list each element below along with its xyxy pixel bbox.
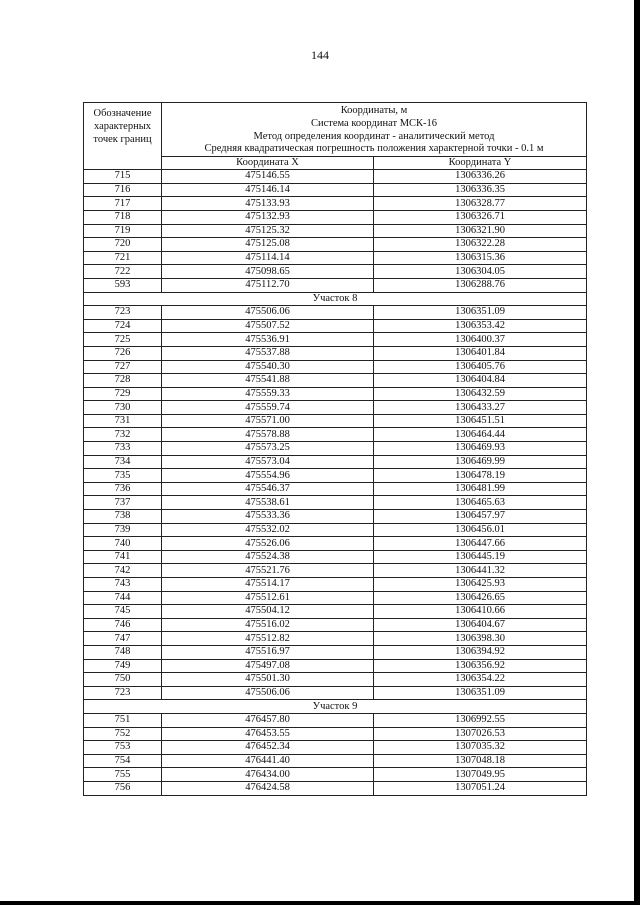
point-id-cell: 732 xyxy=(84,428,162,442)
coordinate-y-cell: 1306400.37 xyxy=(374,333,587,347)
coordinate-y-cell: 1306304.05 xyxy=(374,265,587,279)
coordinate-x-cell: 476434.00 xyxy=(162,768,374,782)
table-row xyxy=(84,428,587,442)
coordinate-y-cell: 1307051.24 xyxy=(374,781,587,795)
point-id-cell: 738 xyxy=(84,510,162,524)
coordinate-x-cell: 475516.97 xyxy=(162,645,374,659)
coordinate-y-cell: 1306351.09 xyxy=(374,306,587,320)
coordinate-y-cell: 1306326.71 xyxy=(374,210,587,224)
coordinate-y-cell: 1307026.53 xyxy=(374,727,587,741)
coordinates-table-body xyxy=(84,103,587,796)
coordinate-x-cell: 475540.30 xyxy=(162,360,374,374)
coordinate-y-cell: 1306398.30 xyxy=(374,632,587,646)
point-id-cell: 727 xyxy=(84,360,162,374)
page-number: 144 xyxy=(311,48,329,62)
table-row xyxy=(84,306,587,320)
coordinate-x-cell: 475512.82 xyxy=(162,632,374,646)
point-id-cell: 723 xyxy=(84,686,162,700)
table-row xyxy=(84,183,587,197)
coordinate-y-cell: 1306336.35 xyxy=(374,183,587,197)
section-title: Участок 9 xyxy=(84,700,587,714)
table-row xyxy=(84,754,587,768)
point-id-cell: 749 xyxy=(84,659,162,673)
point-id-cell: 755 xyxy=(84,768,162,782)
point-id-cell: 720 xyxy=(84,238,162,252)
point-id-cell: 752 xyxy=(84,727,162,741)
coordinate-x-cell: 475516.02 xyxy=(162,618,374,632)
table-row xyxy=(84,537,587,551)
coordinate-y-cell: 1306441.32 xyxy=(374,564,587,578)
coordinate-x-cell: 475125.08 xyxy=(162,238,374,252)
coordinate-y-cell: 1307048.18 xyxy=(374,754,587,768)
table-row xyxy=(84,319,587,333)
coordinate-x-cell: 475578.88 xyxy=(162,428,374,442)
coordinate-y-cell: 1306394.92 xyxy=(374,645,587,659)
point-id-cell: 750 xyxy=(84,673,162,687)
point-id-cell: 745 xyxy=(84,605,162,619)
coordinate-y-cell: 1307035.32 xyxy=(374,741,587,755)
point-id-cell: 733 xyxy=(84,442,162,456)
coordinate-x-cell: 476441.40 xyxy=(162,754,374,768)
table-row xyxy=(84,346,587,360)
point-id-cell: 740 xyxy=(84,537,162,551)
point-id-cell: 731 xyxy=(84,414,162,428)
point-id-cell: 721 xyxy=(84,251,162,265)
method-line: Метод определения координат - аналитический метод xyxy=(253,130,495,142)
coordinate-x-cell: 475112.70 xyxy=(162,278,374,292)
point-id-cell: 593 xyxy=(84,278,162,292)
point-id-cell: 737 xyxy=(84,496,162,510)
coordinate-y-cell: 1306404.67 xyxy=(374,618,587,632)
coordinate-y-cell: 1306401.84 xyxy=(374,346,587,360)
coordinate-y-cell: 1306478.19 xyxy=(374,469,587,483)
scan-edge-bottom xyxy=(0,901,640,905)
coordinate-y-cell: 1307049.95 xyxy=(374,768,587,782)
table-row xyxy=(84,632,587,646)
table-row xyxy=(84,482,587,496)
table-row xyxy=(84,673,587,687)
coordinate-x-cell: 475125.32 xyxy=(162,224,374,238)
coordinate-x-cell: 476453.55 xyxy=(162,727,374,741)
point-id-cell: 754 xyxy=(84,754,162,768)
coordinate-y-cell: 1306404.84 xyxy=(374,374,587,388)
coordinate-y-cell: 1306410.66 xyxy=(374,605,587,619)
coordinate-x-cell: 475559.74 xyxy=(162,401,374,415)
point-id-cell: 756 xyxy=(84,781,162,795)
coordinate-x-cell: 475521.76 xyxy=(162,564,374,578)
coordinate-x-cell: 475541.88 xyxy=(162,374,374,388)
accuracy-line: Средняя квадратическая погрешность положения характерной точки - 0.1 м xyxy=(204,143,544,155)
coordinate-y-cell: 1306336.26 xyxy=(374,170,587,184)
table-row xyxy=(84,713,587,727)
table-row xyxy=(84,686,587,700)
point-designation-header: Обозначение характерных точек границ xyxy=(84,103,162,170)
point-id-cell: 748 xyxy=(84,645,162,659)
table-row xyxy=(84,170,587,184)
coordinate-x-cell: 475132.93 xyxy=(162,210,374,224)
coordinate-x-cell: 475538.61 xyxy=(162,496,374,510)
coordinate-y-cell: 1306464.44 xyxy=(374,428,587,442)
section-row xyxy=(84,700,587,714)
section-title: Участок 8 xyxy=(84,292,587,306)
coordinate-x-cell: 475537.88 xyxy=(162,346,374,360)
coordinate-x-cell: 476457.80 xyxy=(162,713,374,727)
point-id-cell: 716 xyxy=(84,183,162,197)
coordinate-y-cell: 1306465.63 xyxy=(374,496,587,510)
table-row xyxy=(84,197,587,211)
coordinate-y-cell: 1306356.92 xyxy=(374,659,587,673)
coordinate-x-cell: 476424.58 xyxy=(162,781,374,795)
coordinate-y-cell: 1306481.99 xyxy=(374,482,587,496)
coordinate-y-cell: 1306425.93 xyxy=(374,578,587,592)
coordinate-y-cell: 1306469.93 xyxy=(374,442,587,456)
coordinate-x-cell: 475504.12 xyxy=(162,605,374,619)
coordinate-y-cell: 1306353.42 xyxy=(374,319,587,333)
coordinates-header-line: Координаты, м xyxy=(340,105,408,116)
coordinate-y-cell: 1306354.22 xyxy=(374,673,587,687)
table-row xyxy=(84,523,587,537)
coordinate-y-cell: 1306447.66 xyxy=(374,537,587,551)
coordinate-y-cell: 1306426.65 xyxy=(374,591,587,605)
point-id-cell: 723 xyxy=(84,306,162,320)
point-id-cell: 746 xyxy=(84,618,162,632)
point-id-cell: 729 xyxy=(84,387,162,401)
coordinate-system-line: Система координат МСК-16 xyxy=(310,117,438,129)
coordinate-x-cell: 475506.06 xyxy=(162,306,374,320)
table-row xyxy=(84,238,587,252)
coordinate-y-cell: 1306328.77 xyxy=(374,197,587,211)
point-id-cell: 734 xyxy=(84,455,162,469)
table-row xyxy=(84,727,587,741)
table-row xyxy=(84,401,587,415)
coordinate-y-cell: 1306433.27 xyxy=(374,401,587,415)
coordinate-x-cell: 475532.02 xyxy=(162,523,374,537)
table-row xyxy=(84,781,587,795)
coordinate-x-cell: 475526.06 xyxy=(162,537,374,551)
table-row xyxy=(84,469,587,483)
coordinate-x-cell: 475133.93 xyxy=(162,197,374,211)
coordinate-x-cell: 475573.25 xyxy=(162,442,374,456)
point-id-cell: 751 xyxy=(84,713,162,727)
point-id-cell: 719 xyxy=(84,224,162,238)
coordinate-x-cell: 475536.91 xyxy=(162,333,374,347)
coordinate-x-cell: 475512.61 xyxy=(162,591,374,605)
table-row xyxy=(84,768,587,782)
coordinate-y-cell: 1306456.01 xyxy=(374,523,587,537)
table-row xyxy=(84,510,587,524)
table-row xyxy=(84,591,587,605)
coordinate-x-cell: 475546.37 xyxy=(162,482,374,496)
table-row xyxy=(84,645,587,659)
coordinate-y-cell: 1306432.59 xyxy=(374,387,587,401)
coordinate-x-cell: 475146.14 xyxy=(162,183,374,197)
coordinate-x-cell: 475146.55 xyxy=(162,170,374,184)
point-id-cell: 724 xyxy=(84,319,162,333)
table-row xyxy=(84,333,587,347)
coordinate-y-cell: 1306322.28 xyxy=(374,238,587,252)
coordinate-y-cell: 1306351.09 xyxy=(374,686,587,700)
point-id-cell: 725 xyxy=(84,333,162,347)
table-row xyxy=(84,224,587,238)
coordinate-x-cell: 475497.08 xyxy=(162,659,374,673)
point-id-cell: 728 xyxy=(84,374,162,388)
coordinates-header xyxy=(162,103,587,157)
coordinate-x-cell: 476452.34 xyxy=(162,741,374,755)
coordinate-y-cell: 1306315.36 xyxy=(374,251,587,265)
point-id-cell: 726 xyxy=(84,346,162,360)
point-id-cell: 736 xyxy=(84,482,162,496)
coordinate-x-cell: 475507.52 xyxy=(162,319,374,333)
table-row xyxy=(84,741,587,755)
coordinate-y-cell: 1306457.97 xyxy=(374,510,587,524)
point-id-cell: 717 xyxy=(84,197,162,211)
table-row xyxy=(84,496,587,510)
point-id-cell: 743 xyxy=(84,578,162,592)
table-row xyxy=(84,414,587,428)
coordinate-x-cell: 475533.36 xyxy=(162,510,374,524)
point-id-cell: 744 xyxy=(84,591,162,605)
scan-edge-right xyxy=(634,0,640,905)
coordinate-x-cell: 475501.30 xyxy=(162,673,374,687)
coordinate-x-cell: 475098.65 xyxy=(162,265,374,279)
coordinate-x-cell: 475559.33 xyxy=(162,387,374,401)
table-row xyxy=(84,605,587,619)
coordinate-y-cell: 1306288.76 xyxy=(374,278,587,292)
table-row xyxy=(84,278,587,292)
point-id-cell: 715 xyxy=(84,170,162,184)
coordinate-y-cell: 1306451.51 xyxy=(374,414,587,428)
coordinates-table xyxy=(83,102,587,796)
coordinate-x-cell: 475524.38 xyxy=(162,550,374,564)
coordinate-x-cell: 475554.96 xyxy=(162,469,374,483)
point-id-cell: 747 xyxy=(84,632,162,646)
point-id-cell: 735 xyxy=(84,469,162,483)
coordinate-y-cell: 1306321.90 xyxy=(374,224,587,238)
table-row xyxy=(84,578,587,592)
point-id-cell: 718 xyxy=(84,210,162,224)
table-row xyxy=(84,251,587,265)
table-row xyxy=(84,659,587,673)
coordinate-y-cell: 1306469.99 xyxy=(374,455,587,469)
table-row xyxy=(84,455,587,469)
coordinate-y-cell: 1306445.19 xyxy=(374,550,587,564)
table-row xyxy=(84,387,587,401)
coordinate-x-cell: 475573.04 xyxy=(162,455,374,469)
table-row xyxy=(84,550,587,564)
section-row xyxy=(84,292,587,306)
coordinate-y-cell: 1306992.55 xyxy=(374,713,587,727)
point-id-cell: 730 xyxy=(84,401,162,415)
table-row xyxy=(84,210,587,224)
coordinate-y-cell: 1306405.76 xyxy=(374,360,587,374)
table-row xyxy=(84,360,587,374)
point-id-cell: 741 xyxy=(84,550,162,564)
table-row xyxy=(84,265,587,279)
table-row xyxy=(84,564,587,578)
point-id-cell: 753 xyxy=(84,741,162,755)
point-id-cell: 742 xyxy=(84,564,162,578)
coordinate-x-cell: 475571.00 xyxy=(162,414,374,428)
table-row xyxy=(84,442,587,456)
coordinate-x-cell: 475514.17 xyxy=(162,578,374,592)
table-row xyxy=(84,374,587,388)
coordinate-x-header: Координата X xyxy=(162,157,374,170)
table-header-row xyxy=(84,103,587,157)
table-row xyxy=(84,618,587,632)
coordinate-x-cell: 475506.06 xyxy=(162,686,374,700)
point-id-cell: 739 xyxy=(84,523,162,537)
point-id-cell: 722 xyxy=(84,265,162,279)
coordinate-y-header: Координата Y xyxy=(374,157,587,170)
coordinate-x-cell: 475114.14 xyxy=(162,251,374,265)
